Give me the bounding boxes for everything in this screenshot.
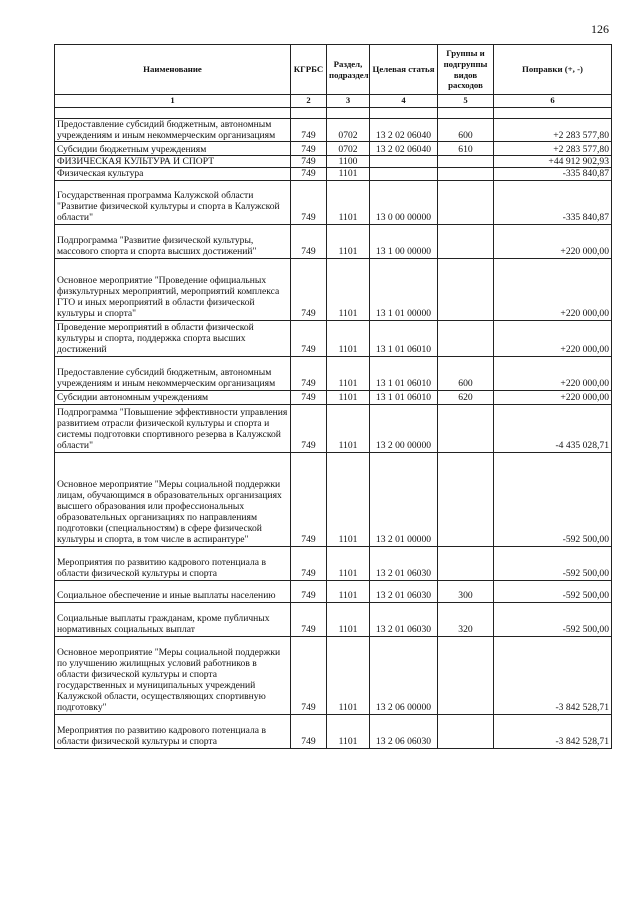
row-group [438, 258, 494, 320]
row-kgrbs: 749 [291, 390, 327, 404]
row-section: 1101 [327, 580, 370, 602]
table-row [55, 714, 612, 748]
row-target: 13 2 01 06030 [370, 546, 438, 580]
row-amount: +44 912 902,93 [494, 156, 612, 168]
table-row [55, 180, 612, 224]
row-section: 1101 [327, 390, 370, 404]
row-name: Субсидии бюджетным учреждениям [55, 142, 291, 156]
row-amount: +220 000,00 [494, 390, 612, 404]
row-amount: +220 000,00 [494, 320, 612, 356]
row-group [438, 180, 494, 224]
header-row [55, 45, 612, 95]
row-section: 1101 [327, 224, 370, 258]
row-group [438, 404, 494, 452]
row-kgrbs: 749 [291, 602, 327, 636]
row-name: Основное мероприятие "Меры социальной поддержки лицам, обучающимся в образовательных организациях высшего образования или профессиональных образовательных организациях по направлениям подготовки (специальностям) в сфере физической культуры и спорта, в том числе в аспирантуре" [55, 452, 291, 546]
header-target: Целевая статья [370, 45, 438, 95]
column-number: 4 [370, 95, 438, 108]
row-group: 320 [438, 602, 494, 636]
row-group: 610 [438, 142, 494, 156]
row-target: 13 2 01 06030 [370, 602, 438, 636]
row-amount: -335 840,87 [494, 168, 612, 180]
row-section: 1101 [327, 636, 370, 714]
header-section: Раздел, подраздел [327, 45, 370, 95]
empty-cell [327, 108, 370, 119]
row-section: 1101 [327, 546, 370, 580]
table-row [55, 224, 612, 258]
row-section: 1101 [327, 602, 370, 636]
row-name: Подпрограмма "Развитие физической культуры, массового спорта и спорта высших достижений" [55, 224, 291, 258]
table-row [55, 636, 612, 714]
row-group [438, 636, 494, 714]
row-kgrbs: 749 [291, 156, 327, 168]
table-row [55, 119, 612, 142]
row-target: 13 0 00 00000 [370, 180, 438, 224]
row-group [438, 168, 494, 180]
row-kgrbs: 749 [291, 258, 327, 320]
row-group: 600 [438, 356, 494, 390]
row-target: 13 2 06 06030 [370, 714, 438, 748]
row-name: Основное мероприятие "Меры социальной поддержки по улучшению жилищных условий работников в области физической культуры и спорта государственных и муниципальных учреждений Калужской области, осуществляющих спортивную подготовку" [55, 636, 291, 714]
empty-cell [494, 108, 612, 119]
table-row [55, 142, 612, 156]
row-kgrbs: 749 [291, 320, 327, 356]
row-target: 13 1 00 00000 [370, 224, 438, 258]
column-number: 3 [327, 95, 370, 108]
header-name: Наименование [55, 45, 291, 95]
row-group: 300 [438, 580, 494, 602]
row-amount: -592 500,00 [494, 602, 612, 636]
row-target: 13 1 01 06010 [370, 390, 438, 404]
row-amount: +220 000,00 [494, 356, 612, 390]
row-kgrbs: 749 [291, 714, 327, 748]
row-kgrbs: 749 [291, 168, 327, 180]
row-group [438, 156, 494, 168]
row-target [370, 168, 438, 180]
column-number-row [55, 95, 612, 108]
row-name: Социальные выплаты гражданам, кроме публичных нормативных социальных выплат [55, 602, 291, 636]
row-kgrbs: 749 [291, 224, 327, 258]
row-name: Субсидии автономным учреждениям [55, 390, 291, 404]
row-group [438, 452, 494, 546]
table-body [55, 108, 612, 749]
table-row [55, 602, 612, 636]
column-number: 6 [494, 95, 612, 108]
table-row [55, 546, 612, 580]
page-number: 126 [591, 22, 609, 36]
table-row [55, 390, 612, 404]
row-amount: +220 000,00 [494, 258, 612, 320]
row-amount: -4 435 028,71 [494, 404, 612, 452]
row-amount: -592 500,00 [494, 546, 612, 580]
row-target: 13 1 01 06010 [370, 356, 438, 390]
row-kgrbs: 749 [291, 142, 327, 156]
row-kgrbs: 749 [291, 404, 327, 452]
row-name: Мероприятия по развитию кадрового потенциала в области физической культуры и спорта [55, 546, 291, 580]
row-section: 1101 [327, 258, 370, 320]
row-target: 13 2 02 06040 [370, 119, 438, 142]
table-row [55, 258, 612, 320]
row-group [438, 546, 494, 580]
row-group [438, 714, 494, 748]
row-section: 0702 [327, 142, 370, 156]
row-kgrbs: 749 [291, 356, 327, 390]
column-number: 5 [438, 95, 494, 108]
table-row [55, 580, 612, 602]
row-kgrbs: 749 [291, 636, 327, 714]
header-groups: Группы и подгруппы видов расходов [438, 45, 494, 95]
table-row [55, 156, 612, 168]
header-amendments: Поправки (+, -) [494, 45, 612, 95]
table-row [55, 320, 612, 356]
row-target: 13 2 00 00000 [370, 404, 438, 452]
row-kgrbs: 749 [291, 180, 327, 224]
column-number: 2 [291, 95, 327, 108]
row-name: Основное мероприятие "Проведение официальных физкультурных мероприятий, мероприятий комплекса ГТО и иных мероприятий в области физической культуры и спорта" [55, 258, 291, 320]
row-amount: -592 500,00 [494, 580, 612, 602]
empty-cell [55, 108, 291, 119]
row-section: 1101 [327, 714, 370, 748]
row-name: Мероприятия по развитию кадрового потенциала в области физической культуры и спорта [55, 714, 291, 748]
budget-table [54, 44, 612, 749]
row-kgrbs: 749 [291, 546, 327, 580]
row-section: 1101 [327, 180, 370, 224]
table-row [55, 452, 612, 546]
row-section: 1101 [327, 356, 370, 390]
row-section: 1101 [327, 168, 370, 180]
row-name: Предоставление субсидий бюджетным, автономным учреждениям и иным некоммерческим организациям [55, 356, 291, 390]
row-section: 0702 [327, 119, 370, 142]
table-row [55, 168, 612, 180]
row-name: Социальное обеспечение и иные выплаты населению [55, 580, 291, 602]
row-kgrbs: 749 [291, 452, 327, 546]
row-section: 1101 [327, 320, 370, 356]
row-amount: -592 500,00 [494, 452, 612, 546]
row-target: 13 2 01 06030 [370, 580, 438, 602]
empty-cell [438, 108, 494, 119]
empty-cell [370, 108, 438, 119]
row-name: Предоставление субсидий бюджетным, автономным учреждениям и иным некоммерческим организациям [55, 119, 291, 142]
row-group: 600 [438, 119, 494, 142]
row-amount: +2 283 577,80 [494, 142, 612, 156]
row-name: Государственная программа Калужской области "Развитие физической культуры и спорта в Калужской области" [55, 180, 291, 224]
table-row [55, 404, 612, 452]
row-section: 1101 [327, 404, 370, 452]
row-name: Проведение мероприятий в области физической культуры и спорта, поддержка спорта высших достижений [55, 320, 291, 356]
row-amount: +2 283 577,80 [494, 119, 612, 142]
spacer-row [55, 108, 612, 119]
row-name: Физическая культура [55, 168, 291, 180]
row-kgrbs: 749 [291, 119, 327, 142]
row-target: 13 2 02 06040 [370, 142, 438, 156]
row-amount: +220 000,00 [494, 224, 612, 258]
row-amount: -3 842 528,71 [494, 714, 612, 748]
row-target [370, 156, 438, 168]
row-name: Подпрограмма "Повышение эффективности управления развитием отрасли физической культуры и спорта и системы подготовки спортивного резерва в Калужской области" [55, 404, 291, 452]
row-amount: -335 840,87 [494, 180, 612, 224]
row-target: 13 1 01 00000 [370, 258, 438, 320]
empty-cell [291, 108, 327, 119]
row-group: 620 [438, 390, 494, 404]
row-target: 13 2 06 00000 [370, 636, 438, 714]
header-kgrbs: КГРБС [291, 45, 327, 95]
column-number: 1 [55, 95, 291, 108]
row-amount: -3 842 528,71 [494, 636, 612, 714]
row-name: ФИЗИЧЕСКАЯ КУЛЬТУРА И СПОРТ [55, 156, 291, 168]
row-section: 1100 [327, 156, 370, 168]
row-group [438, 224, 494, 258]
row-target: 13 1 01 06010 [370, 320, 438, 356]
row-group [438, 320, 494, 356]
row-section: 1101 [327, 452, 370, 546]
table-row [55, 356, 612, 390]
row-kgrbs: 749 [291, 580, 327, 602]
row-target: 13 2 01 00000 [370, 452, 438, 546]
